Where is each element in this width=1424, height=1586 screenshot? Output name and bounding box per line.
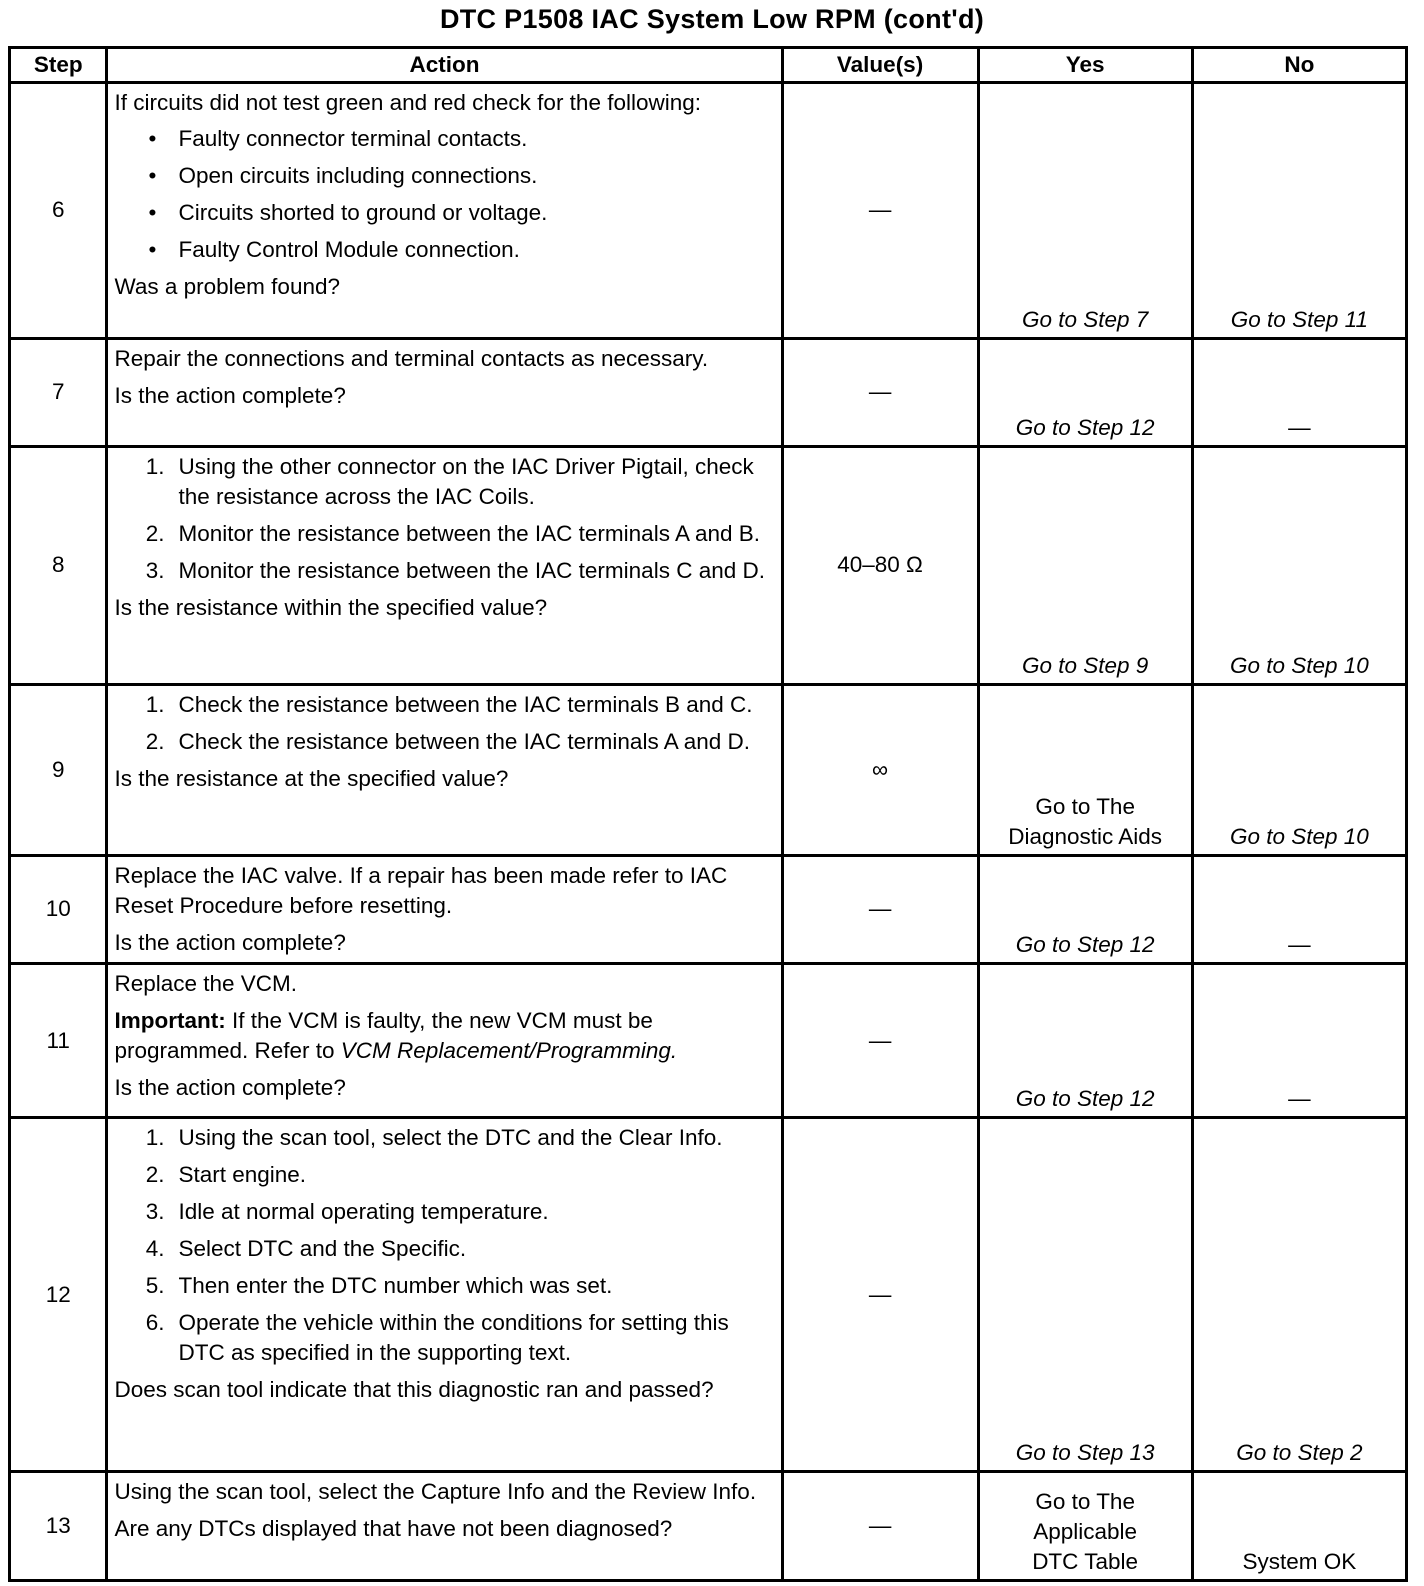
list-item: 2. Monitor the resistance between the IAC terminals A and B.: [145, 520, 761, 546]
step-number: 12: [10, 1118, 107, 1472]
important-note: Important: If the VCM is faulty, the new VCM must be programmed. Refer to VCM Replacement/Programming.: [114, 1007, 678, 1063]
action-question: Are any DTCs displayed that have not been diagnosed?: [114, 1515, 673, 1541]
list-item: 6. Operate the vehicle within the conditions for setting this DTC as specified in the supporting text.: [145, 1310, 729, 1366]
action-intro: Replace the IAC valve. If a repair has been made refer to IAC Reset Procedure before resetting.: [114, 862, 728, 918]
step-number: 11: [10, 963, 107, 1118]
yes-cell: Go to Step 12: [978, 963, 1192, 1118]
no-cell: Go to Step 11: [1192, 83, 1406, 339]
list-item: • Circuits shorted to ground or voltage.: [114, 198, 774, 228]
list-item: 1. Check the resistance between the IAC terminals B and C.: [145, 692, 753, 717]
bullet-icon: •: [148, 163, 157, 188]
list-item: 3. Idle at normal operating temperature.: [145, 1199, 549, 1225]
list-item: • Faulty Control Module connection.: [114, 235, 774, 265]
step-number: 6: [10, 83, 107, 339]
page-title: DTC P1508 IAC System Low RPM (cont'd): [439, 4, 985, 34]
step-number: 10: [10, 855, 107, 963]
yes-line: Diagnostic Aids: [1008, 823, 1163, 849]
no-cell: Go to Step 10: [1192, 446, 1406, 684]
table-row-step-11: [10, 963, 1407, 1118]
action-question: Is the action complete?: [114, 929, 346, 955]
numbered-list: [114, 452, 774, 586]
list-item: 1. Using the other connector on the IAC Driver Pigtail, check the resistance across the IAC Coils.: [145, 453, 754, 509]
important-label: Important:: [114, 1007, 226, 1033]
no-cell: System OK: [1192, 1471, 1406, 1580]
yes-line: DTC Table: [1032, 1549, 1139, 1574]
bullet-icon: •: [148, 200, 157, 225]
action-question: Was a problem found?: [114, 274, 340, 299]
action-cell: [107, 685, 782, 856]
bullet-icon: •: [148, 126, 157, 151]
table-row-step-13: [10, 1471, 1407, 1580]
list-item: • Open circuits including connections.: [114, 161, 774, 191]
action-cell: [107, 83, 782, 339]
list-item: 3. Monitor the resistance between the IAC terminals C and D.: [145, 557, 765, 583]
header-no: No: [1192, 48, 1406, 83]
no-cell: —: [1192, 963, 1406, 1118]
action-cell: [107, 1471, 782, 1580]
action-cell: [107, 855, 782, 963]
value-cell: —: [782, 1471, 978, 1580]
action-intro: If circuits did not test green and red check for the following:: [114, 90, 702, 115]
action-intro: Replace the VCM.: [114, 970, 298, 996]
no-cell: —: [1192, 855, 1406, 963]
reference-link: VCM Replacement/Programming.: [340, 1037, 678, 1063]
list-item: 2. Start engine.: [145, 1162, 307, 1188]
table-row-step-10: [10, 855, 1407, 963]
value-cell: —: [782, 963, 978, 1118]
table-row-step-9: [10, 685, 1407, 856]
action-cell: [107, 446, 782, 684]
step-number: 8: [10, 446, 107, 684]
header-values: Value(s): [782, 48, 978, 83]
table-row-step-12: [10, 1118, 1407, 1472]
action-question: Does scan tool indicate that this diagnostic ran and passed?: [114, 1377, 714, 1403]
numbered-list: [114, 1123, 774, 1368]
action-question: Is the action complete?: [114, 382, 346, 408]
yes-cell: Go to Step 9: [978, 446, 1192, 684]
value-cell: 40–80 Ω: [782, 446, 978, 684]
list-item: 1. Using the scan tool, select the DTC and the Clear Info.: [145, 1125, 723, 1151]
action-cell: [107, 963, 782, 1118]
yes-cell: Go to Step 12: [978, 338, 1192, 446]
header-action: Action: [107, 48, 782, 83]
no-cell: Go to Step 10: [1192, 685, 1406, 856]
yes-cell: [978, 1471, 1192, 1580]
value-cell: —: [782, 1118, 978, 1472]
bullet-list: [114, 124, 774, 265]
yes-cell: Go to Step 13: [978, 1118, 1192, 1472]
step-number: 9: [10, 685, 107, 856]
yes-line: Go to The: [1035, 793, 1135, 819]
action-question: Is the resistance within the specified value?: [114, 594, 548, 620]
step-number: 7: [10, 338, 107, 446]
action-intro: Using the scan tool, select the Capture Info and the Review Info.: [114, 1478, 757, 1504]
value-cell: —: [782, 338, 978, 446]
action-cell: [107, 338, 782, 446]
list-item: 4. Select DTC and the Specific.: [145, 1236, 467, 1262]
list-item: 5. Then enter the DTC number which was set.: [145, 1273, 613, 1299]
table-row-step-8: [10, 446, 1407, 684]
yes-cell: Go to Step 7: [978, 83, 1192, 339]
action-intro: Repair the connections and terminal contacts as necessary.: [114, 345, 709, 371]
list-item: 2. Check the resistance between the IAC terminals A and D.: [145, 729, 751, 754]
action-cell: [107, 1118, 782, 1472]
header-step: Step: [10, 48, 107, 83]
action-question: Is the action complete?: [114, 1074, 346, 1100]
no-cell: Go to Step 2: [1192, 1118, 1406, 1472]
value-cell: —: [782, 83, 978, 339]
yes-cell: Go to Step 12: [978, 855, 1192, 963]
header-yes: Yes: [978, 48, 1192, 83]
diagnostic-table: [8, 46, 1408, 1582]
table-row-step-6: [10, 83, 1407, 339]
value-cell: ∞: [782, 685, 978, 856]
step-number: 13: [10, 1471, 107, 1580]
bullet-icon: •: [148, 237, 157, 262]
value-cell: —: [782, 855, 978, 963]
no-cell: —: [1192, 338, 1406, 446]
yes-line: Go to The: [1035, 1489, 1135, 1514]
table-row-step-7: [10, 338, 1407, 446]
list-item: • Faulty connector terminal contacts.: [114, 124, 774, 154]
yes-cell: [978, 685, 1192, 856]
yes-line: Applicable: [1033, 1519, 1138, 1544]
header-row: [10, 48, 1407, 83]
numbered-list: [114, 690, 774, 757]
action-question: Is the resistance at the specified value?: [114, 766, 509, 791]
